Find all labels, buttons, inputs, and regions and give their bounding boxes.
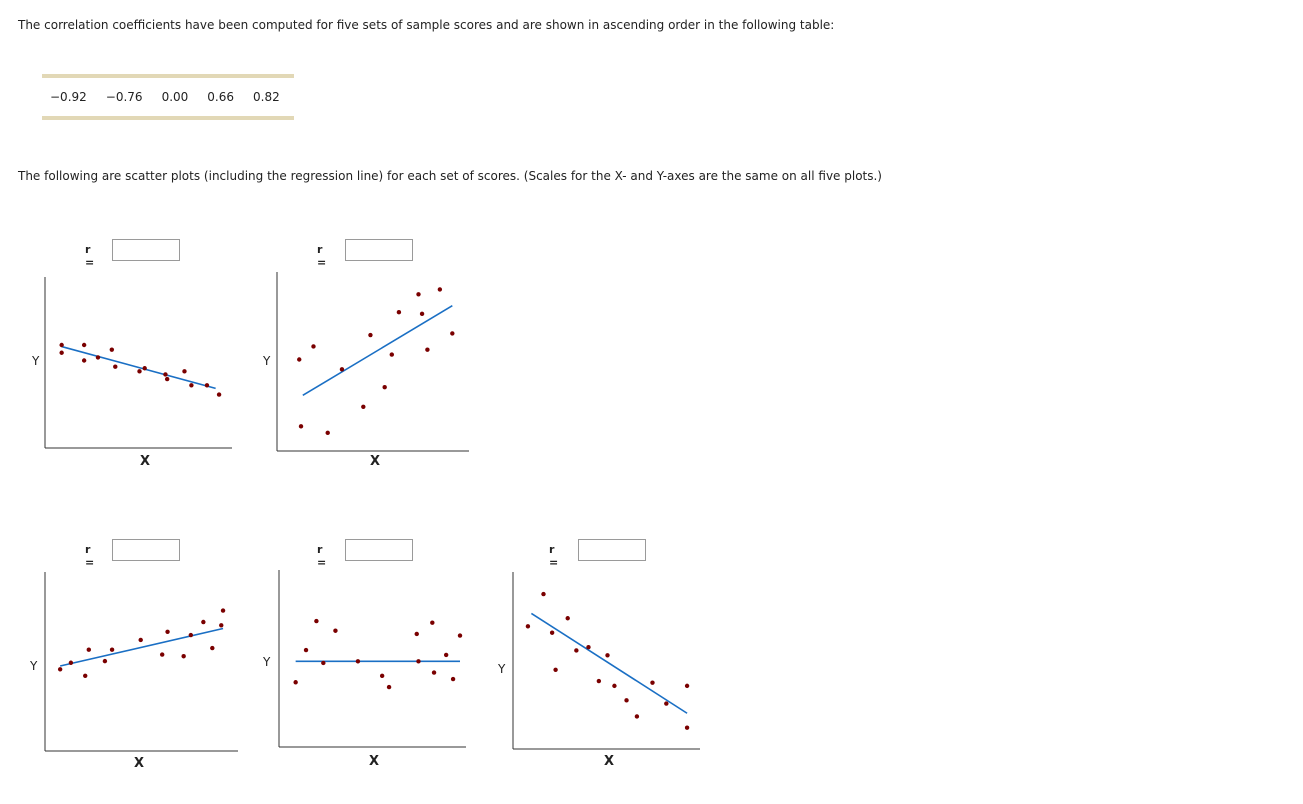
regression-line bbox=[531, 613, 687, 713]
data-point bbox=[541, 592, 545, 596]
regression-line bbox=[303, 306, 453, 396]
data-point bbox=[160, 652, 164, 656]
data-point bbox=[390, 352, 394, 356]
y-axis-label: Y bbox=[263, 655, 271, 669]
data-point bbox=[624, 698, 628, 702]
data-point bbox=[314, 619, 318, 623]
data-point bbox=[321, 661, 325, 665]
r-input-plot-4[interactable] bbox=[345, 539, 413, 561]
y-axis-label: Y bbox=[32, 354, 40, 368]
x-axis-label: X bbox=[604, 754, 615, 769]
data-point bbox=[380, 674, 384, 678]
correlation-value: −0.92 bbox=[50, 90, 87, 104]
correlation-value: 0.66 bbox=[207, 90, 234, 104]
data-point bbox=[425, 348, 429, 352]
data-point bbox=[139, 638, 143, 642]
scatter-plot-5-svg bbox=[512, 572, 700, 750]
data-point bbox=[58, 667, 62, 671]
correlation-value: 0.82 bbox=[253, 90, 280, 104]
r-input-plot-3[interactable] bbox=[112, 539, 180, 561]
data-point bbox=[333, 629, 337, 633]
data-point bbox=[451, 677, 455, 681]
data-point bbox=[550, 631, 554, 635]
y-axis-label: Y bbox=[263, 354, 271, 368]
regression-line bbox=[62, 347, 216, 389]
data-point bbox=[110, 347, 114, 351]
data-point bbox=[416, 659, 420, 663]
x-axis-label: X bbox=[134, 756, 145, 771]
r-label: r = bbox=[317, 543, 327, 569]
data-point bbox=[189, 383, 193, 387]
data-point bbox=[299, 424, 303, 428]
data-point bbox=[163, 372, 167, 376]
data-point bbox=[83, 674, 87, 678]
data-point bbox=[356, 659, 360, 663]
regression-line bbox=[60, 629, 223, 666]
data-point bbox=[685, 684, 689, 688]
data-point bbox=[304, 648, 308, 652]
r-input-plot-5[interactable] bbox=[578, 539, 646, 561]
data-point bbox=[87, 648, 91, 652]
data-point bbox=[201, 620, 205, 624]
data-point bbox=[458, 633, 462, 637]
data-point bbox=[82, 343, 86, 347]
data-point bbox=[142, 366, 146, 370]
data-point bbox=[205, 383, 209, 387]
scatter-plot-3-svg bbox=[44, 572, 238, 752]
r-input-plot-2[interactable] bbox=[345, 239, 413, 261]
y-axis-label: Y bbox=[30, 659, 38, 673]
x-axis-label: X bbox=[370, 454, 381, 469]
r-label: r = bbox=[317, 243, 327, 269]
data-point bbox=[165, 630, 169, 634]
data-point bbox=[438, 287, 442, 291]
data-point bbox=[382, 385, 386, 389]
data-point bbox=[444, 653, 448, 657]
data-point bbox=[137, 369, 141, 373]
correlation-table bbox=[42, 74, 294, 120]
correlation-value: 0.00 bbox=[161, 90, 189, 104]
data-point bbox=[685, 726, 689, 730]
data-point bbox=[110, 648, 114, 652]
r-label: r = bbox=[85, 243, 95, 269]
data-point bbox=[387, 685, 391, 689]
data-point bbox=[432, 670, 436, 674]
data-point bbox=[181, 654, 185, 658]
r-label: r = bbox=[549, 543, 559, 569]
data-point bbox=[59, 343, 63, 347]
intro-text: The correlation coefficients have been computed for five sets of sample scores and are shown in ascending order in the following table: bbox=[18, 18, 835, 32]
scatter-plot-1-svg bbox=[44, 277, 232, 449]
data-point bbox=[221, 608, 225, 612]
data-point bbox=[430, 620, 434, 624]
scatter-plot-2-svg bbox=[276, 272, 469, 452]
x-axis-label: X bbox=[369, 754, 380, 769]
data-point bbox=[113, 365, 117, 369]
data-point bbox=[664, 701, 668, 705]
data-point bbox=[605, 653, 609, 657]
data-point bbox=[420, 312, 424, 316]
data-point bbox=[210, 646, 214, 650]
data-point bbox=[650, 680, 654, 684]
plots-intro-text: The following are scatter plots (including the regression line) for each set of scores. (Scales for the X- and Y-axes are the same on all five plots.) bbox=[18, 169, 882, 183]
data-point bbox=[182, 369, 186, 373]
data-point bbox=[397, 310, 401, 314]
correlation-value: −0.76 bbox=[105, 90, 143, 104]
data-point bbox=[526, 624, 530, 628]
data-point bbox=[293, 680, 297, 684]
data-point bbox=[574, 648, 578, 652]
data-point bbox=[69, 661, 73, 665]
data-point bbox=[361, 405, 365, 409]
data-point bbox=[566, 616, 570, 620]
data-point bbox=[340, 367, 344, 371]
data-point bbox=[368, 333, 372, 337]
data-point bbox=[450, 331, 454, 335]
r-input-plot-1[interactable] bbox=[112, 239, 180, 261]
r-label: r = bbox=[85, 543, 95, 569]
data-point bbox=[612, 684, 616, 688]
data-point bbox=[416, 292, 420, 296]
data-point bbox=[311, 344, 315, 348]
correlation-row bbox=[42, 78, 294, 116]
data-point bbox=[165, 377, 169, 381]
data-point bbox=[586, 645, 590, 649]
y-axis-label: Y bbox=[498, 662, 506, 676]
data-point bbox=[326, 431, 330, 435]
data-point bbox=[103, 659, 107, 663]
data-point bbox=[217, 392, 221, 396]
data-point bbox=[597, 679, 601, 683]
data-point bbox=[415, 632, 419, 636]
data-point bbox=[553, 668, 557, 672]
data-point bbox=[219, 623, 223, 627]
data-point bbox=[96, 355, 100, 359]
data-point bbox=[59, 351, 63, 355]
data-point bbox=[297, 357, 301, 361]
data-point bbox=[635, 714, 639, 718]
data-point bbox=[82, 358, 86, 362]
data-point bbox=[189, 633, 193, 637]
scatter-plot-4-svg bbox=[278, 570, 466, 748]
x-axis-label: X bbox=[140, 454, 151, 469]
